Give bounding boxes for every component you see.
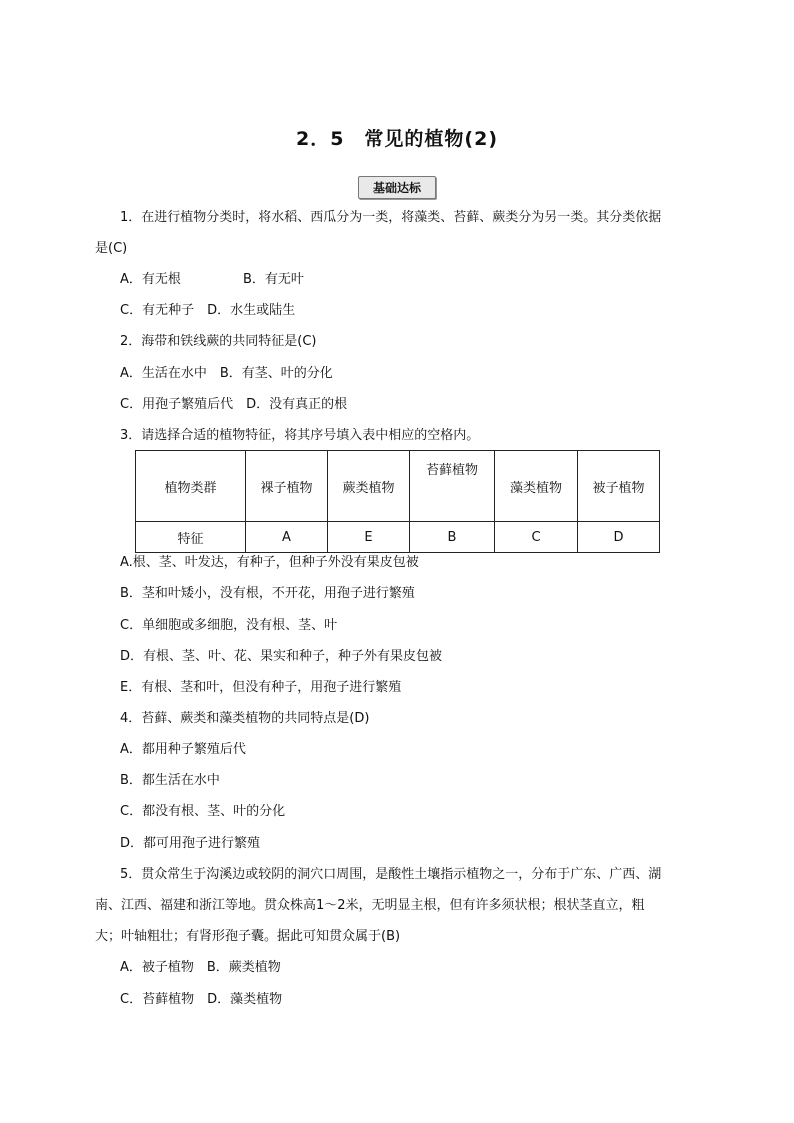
q3-option-a: A.根、茎、叶发达，有种子，但种子外没有果皮包被 xyxy=(120,555,419,570)
q2-stem: 2．海带和铁线蕨的共同特征是(C) xyxy=(120,334,317,349)
table-cell: A xyxy=(246,522,328,553)
q4-option-c: C．都没有根、茎、叶的分化 xyxy=(120,804,286,819)
table-header-cell: 藻类植物 xyxy=(495,451,578,522)
table-header-cell: 苔藓植物 xyxy=(410,451,495,522)
q1-option-b: B．有无叶 xyxy=(243,272,304,287)
q1-option-a: A．有无根 xyxy=(120,272,181,287)
q3-stem: 3．请选择合适的植物特征，将其序号填入表中相应的空格内。 xyxy=(120,428,480,443)
q2-option-cd: C．用孢子繁殖后代 D．没有真正的根 xyxy=(120,397,348,412)
table-cell: 特征 xyxy=(136,522,246,553)
table-row xyxy=(136,522,660,553)
q4-option-b: B．都生活在水中 xyxy=(120,773,220,788)
q4-option-a: A．都用种子繁殖后代 xyxy=(120,742,246,757)
q1-stem-line-2: 是(C) xyxy=(95,241,128,256)
table-cell: D xyxy=(578,522,660,553)
q4-stem: 4．苔藓、蕨类和藻类植物的共同特点是(D) xyxy=(120,711,370,726)
section-badge-wrap xyxy=(0,176,794,199)
section-badge: 基础达标 xyxy=(358,176,436,199)
q3-option-b: B．茎和叶矮小，没有根，不开花，用孢子进行繁殖 xyxy=(120,586,415,601)
table-header-cell: 蕨类植物 xyxy=(328,451,410,522)
q2-option-ab: A．生活在水中 B．有茎、叶的分化 xyxy=(120,366,333,381)
page-title: 2．5 常见的植物(2) xyxy=(295,128,499,150)
q3-option-c: C．单细胞或多细胞，没有根、茎、叶 xyxy=(120,618,338,633)
q5-stem-line-1: 5．贯众常生于沟溪边或较阴的洞穴口周围，是酸性土壤指示植物之一，分布于广东、广西、湖 xyxy=(120,867,662,882)
q3-option-d: D．有根、茎、叶、花、果实和种子，种子外有果皮包被 xyxy=(120,649,443,664)
q3-option-e: E．有根、茎和叶，但没有种子，用孢子进行繁殖 xyxy=(120,680,402,695)
q3-answer-table xyxy=(135,450,660,553)
table-header-cell: 裸子植物 xyxy=(246,451,328,522)
q5-option-ab: A．被子植物 B．蕨类植物 xyxy=(120,960,281,975)
q1-stem-line-1: 1．在进行植物分类时，将水稻、西瓜分为一类，将藻类、苔藓、蕨类分为另一类。其分类依据 xyxy=(120,210,662,225)
table-header-cell: 被子植物 xyxy=(578,451,660,522)
q5-stem-line-2: 南、江西、福建和浙江等地。贯众株高1～2米，无明显主根，但有许多须状根；根状茎直立，粗 xyxy=(95,898,645,913)
table-cell: C xyxy=(495,522,578,553)
q5-stem-line-3: 大；叶轴粗壮；有肾形孢子囊。据此可知贯众属于(B) xyxy=(95,929,401,944)
q4-option-d: D．都可用孢子进行繁殖 xyxy=(120,836,261,851)
table-header-cell: 植物类群 xyxy=(136,451,246,522)
table-cell: B xyxy=(410,522,495,553)
table-header-row xyxy=(136,451,660,522)
q5-option-cd: C．苔藓植物 D．藻类植物 xyxy=(120,992,283,1007)
q1-option-cd: C．有无种子 D．水生或陆生 xyxy=(120,303,296,318)
table-cell: E xyxy=(328,522,410,553)
